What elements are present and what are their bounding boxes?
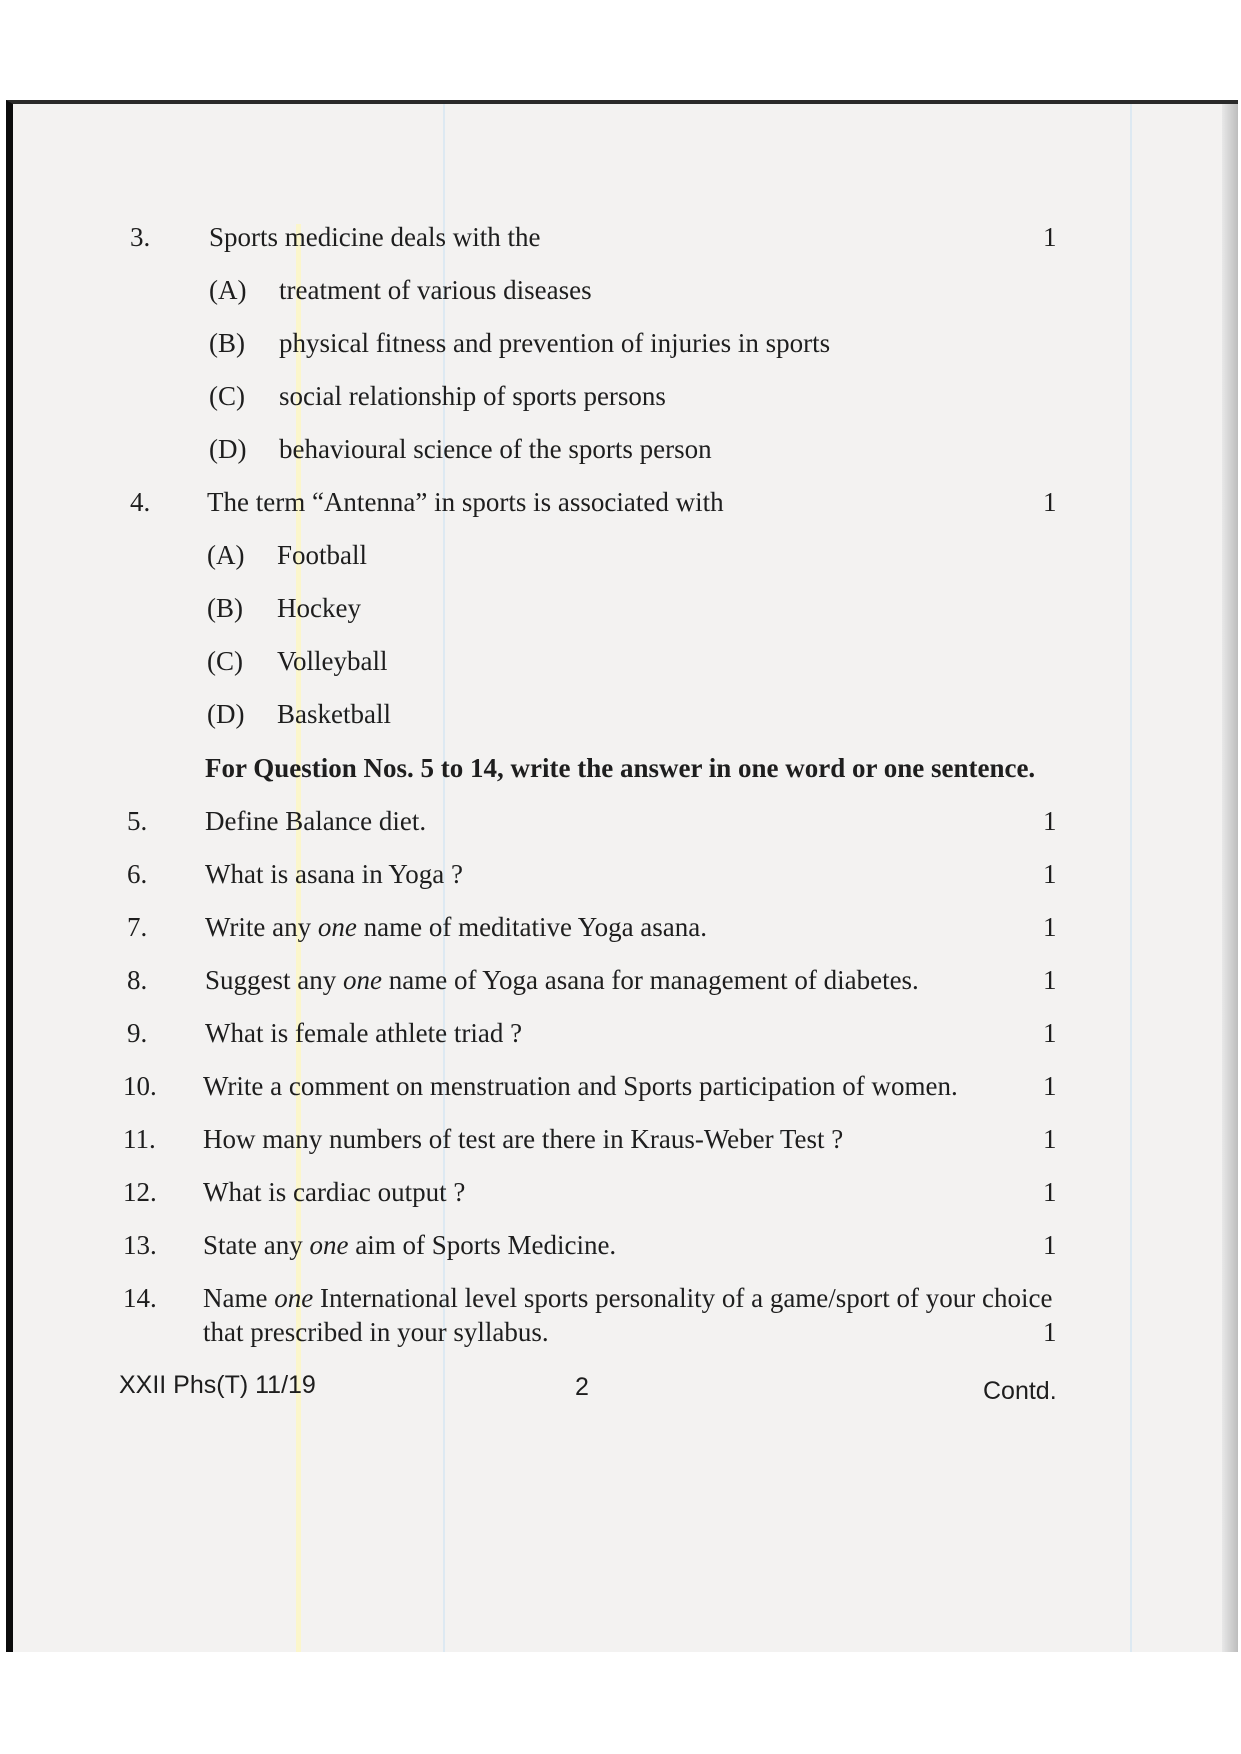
- question-number: 13.: [123, 1230, 157, 1260]
- question-text: Write any one name of meditative Yoga asana.: [205, 912, 708, 942]
- option-label: (D): [209, 434, 247, 464]
- question-marks: 1: [1043, 912, 1057, 942]
- question-marks: 1: [1043, 1071, 1057, 1101]
- question-text: How many numbers of test are there in Kraus-Weber Test ?: [203, 1124, 844, 1154]
- option-label: (C): [209, 381, 245, 411]
- question-text: What is cardiac output ?: [203, 1177, 466, 1207]
- question-text: that prescribed in your syllabus.: [203, 1317, 549, 1347]
- option-label: (A): [209, 275, 247, 305]
- option-text: Volleyball: [277, 646, 388, 676]
- page-number: 2: [575, 1373, 589, 1401]
- question-number: 14.: [123, 1283, 157, 1313]
- option-label: (B): [209, 328, 245, 358]
- question-marks: 1: [1043, 222, 1057, 252]
- question-marks: 1: [1043, 487, 1057, 517]
- option-label: (B): [207, 593, 243, 623]
- exam-page: [6, 100, 1238, 1652]
- question-number: 10.: [123, 1071, 157, 1101]
- option-label: (A): [207, 540, 245, 570]
- option-label: (D): [207, 699, 245, 729]
- question-text: Write a comment on menstruation and Sports participation of women.: [203, 1071, 958, 1101]
- question-marks: 1: [1043, 1230, 1057, 1260]
- question-number: 12.: [123, 1177, 157, 1207]
- question-number: 4.: [130, 487, 151, 517]
- question-marks: 1: [1043, 1177, 1057, 1207]
- question-text: Define Balance diet.: [205, 806, 427, 836]
- option-label: (C): [207, 646, 243, 676]
- option-text: physical fitness and prevention of injuries in sports: [279, 328, 831, 358]
- section-instruction: For Question Nos. 5 to 14, write the answer in one word or one sentence.: [205, 753, 1036, 783]
- question-text: The term “Antenna” in sports is associated with: [207, 487, 724, 517]
- question-marks: 1: [1043, 1124, 1057, 1154]
- question-text: Suggest any one name of Yoga asana for management of diabetes.: [205, 965, 919, 995]
- question-number: 6.: [127, 859, 148, 889]
- question-number: 8.: [127, 965, 148, 995]
- question-number: 11.: [123, 1124, 156, 1154]
- option-text: Hockey: [277, 593, 361, 623]
- question-marks: 1: [1043, 859, 1057, 889]
- option-text: Football: [277, 540, 368, 570]
- question-number: 9.: [127, 1018, 148, 1048]
- question-number: 3.: [130, 222, 151, 252]
- option-text: treatment of various diseases: [279, 275, 592, 305]
- question-text: Sports medicine deals with the: [209, 222, 541, 252]
- question-text: What is asana in Yoga ?: [205, 859, 463, 889]
- question-text: What is female athlete triad ?: [205, 1018, 523, 1048]
- question-marks: 1: [1043, 806, 1057, 836]
- question-marks: 1: [1043, 1317, 1057, 1347]
- question-marks: 1: [1043, 965, 1057, 995]
- option-text: Basketball: [277, 699, 391, 729]
- question-marks: 1: [1043, 1018, 1057, 1048]
- paper-code: XXII Phs(T) 11/19: [119, 1371, 316, 1399]
- question-text: State any one aim of Sports Medicine.: [203, 1230, 617, 1260]
- question-text: Name one International level sports personality of a game/sport of your choice: [203, 1283, 1053, 1313]
- option-text: behavioural science of the sports person: [279, 434, 712, 464]
- question-content: [13, 104, 1238, 1652]
- question-number: 7.: [127, 912, 148, 942]
- continued-label: Contd.: [983, 1377, 1057, 1405]
- option-text: social relationship of sports persons: [279, 381, 666, 411]
- question-number: 5.: [127, 806, 148, 836]
